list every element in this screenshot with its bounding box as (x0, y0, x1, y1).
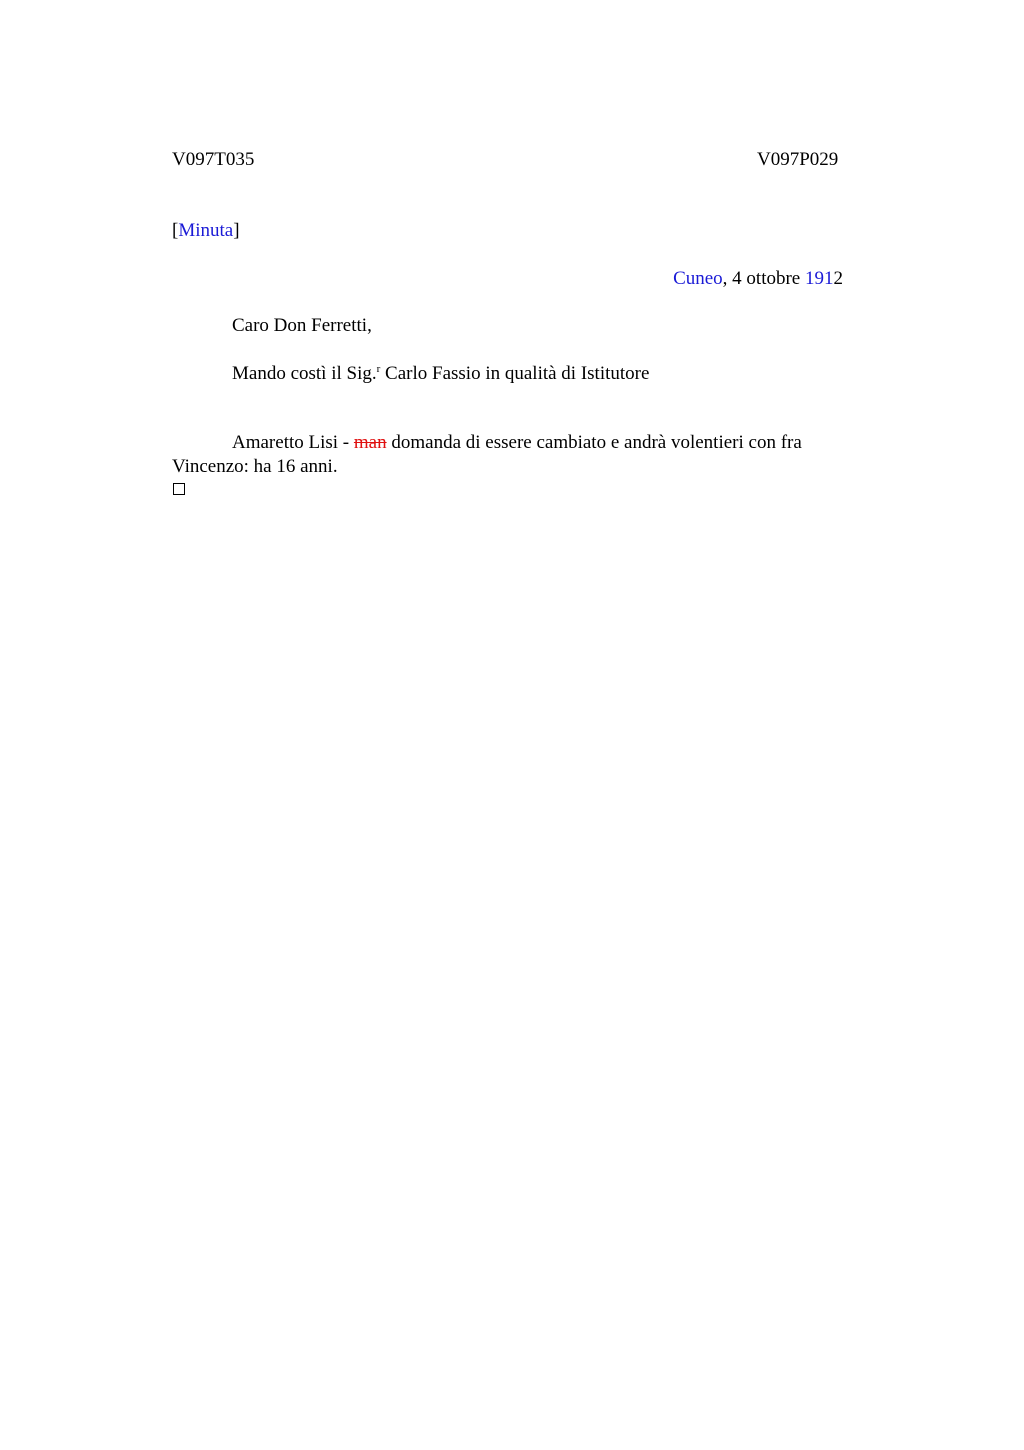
dateline-date: , 4 ottobre (722, 268, 805, 289)
paragraph-1-text-a: Mando costì il Sig. (232, 363, 377, 384)
dateline (673, 269, 843, 288)
document-type (172, 221, 240, 240)
deleted-text: man (353, 432, 387, 453)
paragraph-1-superscript: r (376, 363, 381, 375)
paragraph-2-text-b: domanda di essere cambiato e andrà volentieri con fra Vincenzo: ha 16 anni. (172, 432, 802, 477)
paragraph-1 (232, 364, 649, 383)
document-code-left: V097T035 (172, 149, 255, 170)
paragraph-1-text-b: Carlo Fassio in qualità di Istitutore (380, 363, 650, 384)
bracket-open: [ (172, 220, 179, 241)
document-code-right: V097P029 (757, 149, 839, 170)
bracket-close: ] (233, 220, 240, 241)
dateline-place: Cuneo (673, 268, 723, 289)
dateline-year-highlight: 191 (805, 268, 834, 289)
paragraph-2 (172, 431, 856, 479)
document-type-label: Minuta (178, 220, 234, 241)
salutation: Caro Don Ferretti, (232, 315, 372, 336)
paragraph-2-text-a: Amaretto Lisi - (232, 432, 354, 453)
checkbox-icon[interactable] (173, 483, 185, 495)
dateline-year-rest: 2 (833, 268, 843, 289)
